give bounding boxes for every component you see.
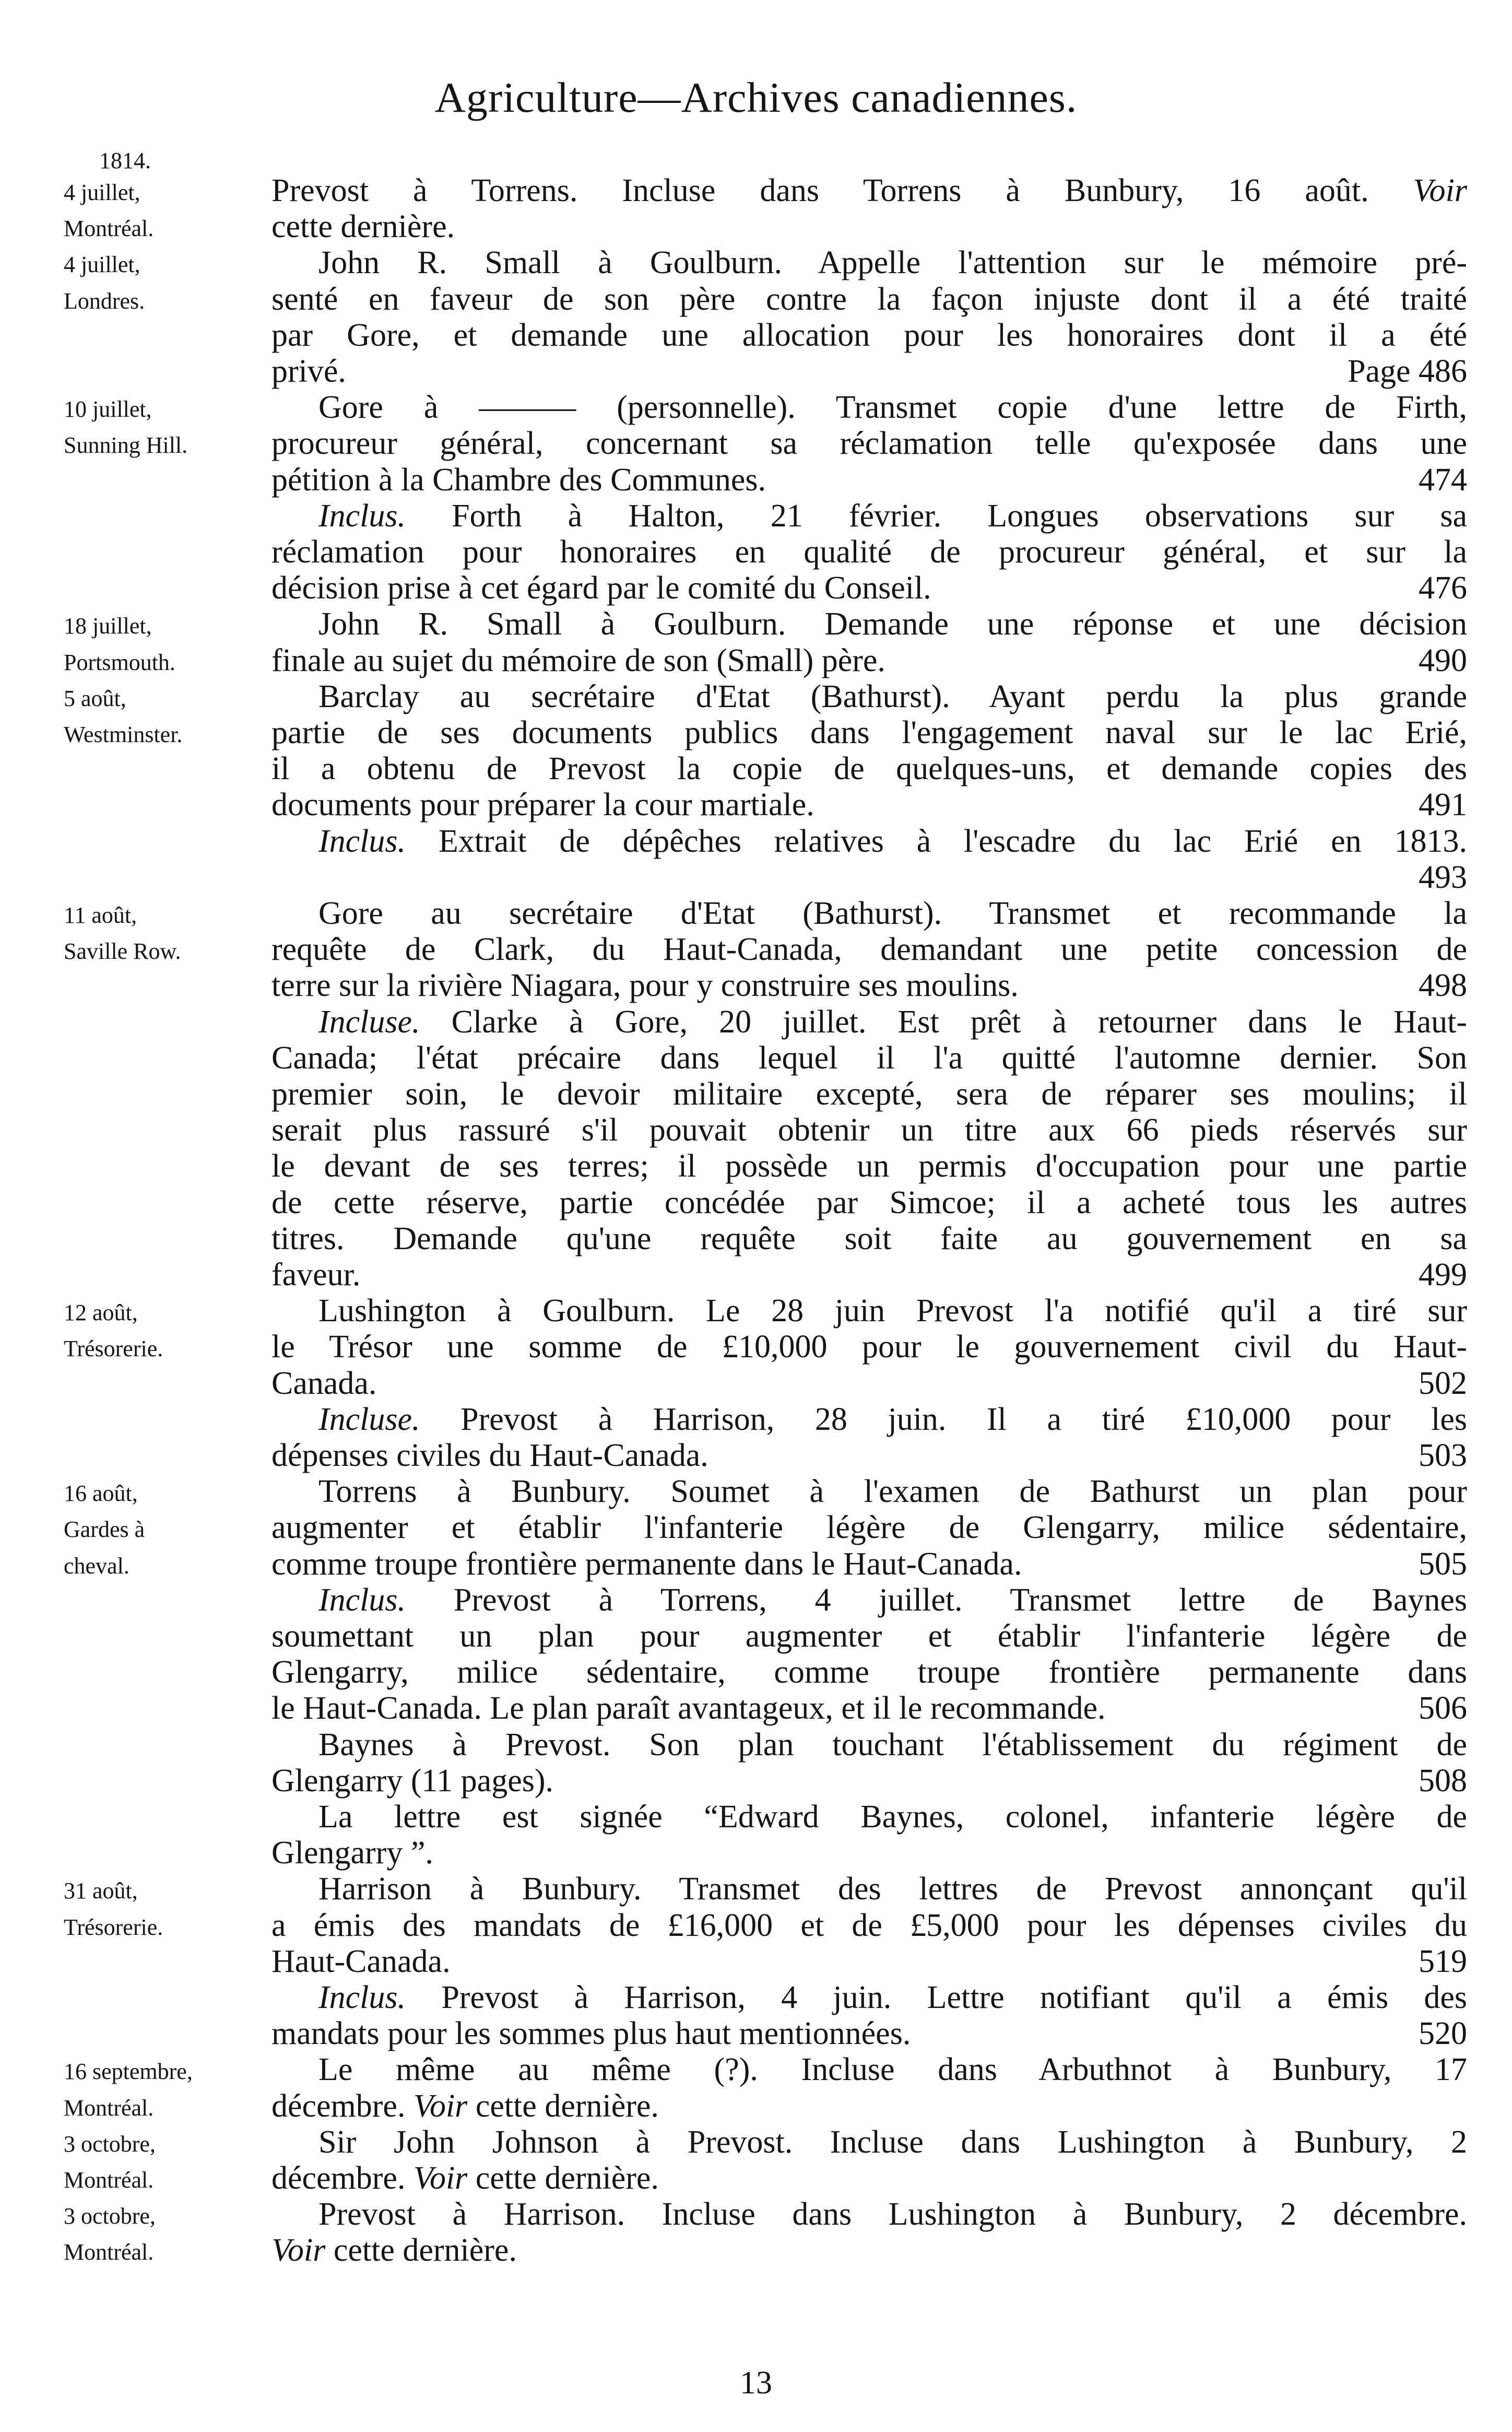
line-text: procureur général, concernant sa réclamation telle qu'exposée dans une xyxy=(271,426,1467,461)
text-line xyxy=(0,1546,1512,1582)
line-text: Glengarry ”. xyxy=(271,1835,433,1871)
line-text: décembre. Voir cette dernière. xyxy=(271,2088,659,2124)
text-line xyxy=(0,244,1512,281)
margin-note: Montréal. xyxy=(64,2239,154,2265)
line-text: Lushington à Goulburn. Le 28 juin Prevost l'a notifié qu'il a tiré sur xyxy=(318,1293,1467,1329)
margin-note: Gardes à xyxy=(64,1517,145,1542)
margin-note: Trésorerie. xyxy=(64,1914,163,1940)
text-line xyxy=(0,1473,1512,1510)
margin-note: 4 juillet, xyxy=(64,252,140,277)
text-line xyxy=(0,1004,1512,1040)
line-text: Glengarry (11 pages). xyxy=(271,1763,553,1799)
margin-note: Sunning Hill. xyxy=(64,432,188,458)
year-label: 1814. xyxy=(99,148,151,173)
text-line xyxy=(0,1184,1512,1221)
text-line xyxy=(0,570,1512,606)
text-line xyxy=(0,1509,1512,1546)
line-text: le devant de ses terres; il possède un permis d'occupation pour une partie xyxy=(271,1148,1467,1184)
text-line xyxy=(0,1907,1512,1944)
line-text: John R. Small à Goulburn. Appelle l'attention sur le mémoire pré- xyxy=(318,245,1467,280)
margin-note: Westminster. xyxy=(64,722,183,747)
text-line xyxy=(0,1220,1512,1257)
text-line xyxy=(0,642,1512,679)
line-text: a émis des mandats de £16,000 et de £5,000 pour les dépenses civiles du xyxy=(271,1908,1467,1943)
line-text: John R. Small à Goulburn. Demande une réponse et une décision xyxy=(318,606,1467,642)
page-number: 13 xyxy=(740,2365,772,2401)
text-line xyxy=(0,425,1512,462)
text-line xyxy=(0,1112,1512,1148)
text-line xyxy=(0,1835,1512,1871)
line-text: documents pour préparer la cour martiale. xyxy=(271,787,814,823)
line-text: par Gore, et demande une allocation pour les honoraires dont il a été xyxy=(271,318,1467,353)
line-text: Canada; l'état précaire dans lequel il l'a quitté l'automne dernier. Son xyxy=(271,1040,1467,1076)
margin-note: 12 août, xyxy=(64,1300,138,1325)
line-text: soumettant un plan pour augmenter et établir l'infanterie légère de xyxy=(271,1618,1467,1654)
page-reference: 505 xyxy=(1419,1546,1467,1582)
margin-note: Portsmouth. xyxy=(64,650,175,675)
line-text: Inclus. Prevost à Harrison, 4 juin. Lettre notifiant qu'il a émis des xyxy=(318,1980,1467,2015)
margin-note: 16 août, xyxy=(64,1481,138,1506)
text-line xyxy=(0,1293,1512,1329)
text-line xyxy=(0,281,1512,318)
margin-note: 10 juillet, xyxy=(64,396,152,422)
line-text: senté en faveur de son père contre la façon injuste dont il a été traité xyxy=(271,281,1467,317)
line-text: Incluse. Clarke à Gore, 20 juillet. Est prêt à retourner dans le Haut- xyxy=(318,1004,1467,1040)
line-text: requête de Clark, du Haut-Canada, demandant une petite concession de xyxy=(271,932,1467,967)
text-line xyxy=(0,1256,1512,1293)
text-line xyxy=(0,750,1512,787)
margin-note: 31 août, xyxy=(64,1878,138,1904)
margin-note: Londres. xyxy=(64,288,145,314)
margin-note: 16 septembre, xyxy=(64,2059,193,2084)
line-text: serait plus rassuré s'il pouvait obtenir un titre aux 66 pieds réservés sur xyxy=(271,1112,1467,1148)
page-reference: 502 xyxy=(1419,1366,1467,1401)
line-text: Baynes à Prevost. Son plan touchant l'établissement du régiment de xyxy=(318,1727,1467,1763)
line-text: Haut-Canada. xyxy=(271,1944,451,1979)
line-text: il a obtenu de Prevost la copie de quelques-uns, et demande copies des xyxy=(271,751,1467,786)
line-text: Incluse. Prevost à Harrison, 28 juin. Il a tiré £10,000 pour les xyxy=(318,1402,1467,1437)
text-line xyxy=(0,1148,1512,1184)
text-line xyxy=(0,1365,1512,1402)
text-line xyxy=(0,2232,1512,2269)
line-text: faveur. xyxy=(271,1257,361,1293)
line-text: cette dernière. xyxy=(271,209,455,244)
text-line xyxy=(0,2015,1512,2052)
text-line xyxy=(0,606,1512,642)
margin-note: 3 octobre, xyxy=(64,2203,156,2229)
line-text: Glengarry, milice sédentaire, comme troupe frontière permanente dans xyxy=(271,1654,1467,1690)
line-text: Prevost à Harrison. Incluse dans Lushington à Bunbury, 2 décembre. xyxy=(318,2196,1467,2232)
margin-note: Saville Row. xyxy=(64,938,181,964)
margin-note: Montréal. xyxy=(64,2095,154,2121)
line-text: Le même au même (?). Incluse dans Arbuthnot à Bunbury, 17 xyxy=(318,2052,1467,2087)
page-reference: 490 xyxy=(1419,643,1467,678)
margin-note: 18 juillet, xyxy=(64,613,152,639)
text-line xyxy=(0,1726,1512,1763)
line-text: réclamation pour honoraires en qualité de procureur général, et sur la xyxy=(271,534,1467,570)
line-text: Barclay au secrétaire d'Etat (Bathurst). Ayant perdu la plus grande xyxy=(318,679,1467,714)
page-reference: 499 xyxy=(1419,1257,1467,1293)
text-line xyxy=(0,498,1512,534)
text-line xyxy=(0,1437,1512,1474)
text-line xyxy=(0,462,1512,498)
line-text: partie de ses documents publics dans l'engagement naval sur le lac Erié, xyxy=(271,715,1467,750)
page-title: Agriculture—Archives canadiennes. xyxy=(434,74,1078,121)
text-line xyxy=(0,208,1512,245)
page-reference: 493 xyxy=(1419,860,1467,895)
text-line xyxy=(0,1040,1512,1076)
line-text: augmenter et établir l'infanterie légère de Glengarry, milice sédentaire, xyxy=(271,1510,1467,1545)
line-text: Inclus. Forth à Halton, 21 février. Longues observations sur sa xyxy=(318,498,1467,534)
margin-note: Trésorerie. xyxy=(64,1336,163,1361)
line-text: terre sur la rivière Niagara, pour y construire ses moulins. xyxy=(271,968,1019,1003)
page-reference: 476 xyxy=(1419,570,1467,606)
text-line xyxy=(0,1763,1512,1799)
text-line xyxy=(0,172,1512,209)
line-text: Canada. xyxy=(271,1366,377,1401)
text-line xyxy=(0,534,1512,570)
margin-note: Montréal. xyxy=(64,216,154,241)
margin-note: 3 octobre, xyxy=(64,2131,156,2157)
margin-note: 5 août, xyxy=(64,686,126,711)
text-line xyxy=(0,2051,1512,2088)
text-line xyxy=(0,2160,1512,2196)
text-line xyxy=(0,1582,1512,1618)
page-reference: 503 xyxy=(1419,1438,1467,1473)
margin-note: 11 août, xyxy=(64,902,137,928)
text-line xyxy=(0,714,1512,751)
text-line xyxy=(0,1799,1512,1835)
text-line xyxy=(0,1329,1512,1365)
line-text: le Haut-Canada. Le plan paraît avantageux, et il le recommande. xyxy=(271,1690,1106,1726)
text-line xyxy=(0,786,1512,823)
line-text: Sir John Johnson à Prevost. Incluse dans Lushington à Bunbury, 2 xyxy=(318,2124,1467,2160)
text-line xyxy=(0,1871,1512,1907)
text-line xyxy=(0,353,1512,390)
line-text: finale au sujet du mémoire de son (Small) père. xyxy=(271,643,885,678)
line-text: décision prise à cet égard par le comité du Conseil. xyxy=(271,570,931,606)
page-reference: 508 xyxy=(1419,1763,1467,1799)
line-text: titres. Demande qu'une requête soit faite au gouvernement en sa xyxy=(271,1221,1467,1256)
text-line xyxy=(0,678,1512,715)
line-text: premier soin, le devoir militaire excepté, sera de réparer ses moulins; il xyxy=(271,1076,1467,1112)
page-reference: 491 xyxy=(1419,787,1467,823)
line-text: comme troupe frontière permanente dans le Haut-Canada. xyxy=(271,1546,1022,1582)
line-text: Inclus. Extrait de dépêches relatives à l'escadre du lac Erié en 1813. xyxy=(318,824,1467,859)
text-line xyxy=(0,1401,1512,1438)
line-text: Prevost à Torrens. Incluse dans Torrens à Bunbury, 16 août. Voir xyxy=(271,173,1467,208)
line-text: pétition à la Chambre des Communes. xyxy=(271,462,766,498)
line-text: le Trésor une somme de £10,000 pour le gouvernement civil du Haut- xyxy=(271,1329,1467,1365)
text-line xyxy=(0,967,1512,1004)
margin-note: Montréal. xyxy=(64,2167,154,2193)
page-reference: 519 xyxy=(1419,1944,1467,1979)
line-text: Gore au secrétaire d'Etat (Bathurst). Transmet et recommande la xyxy=(318,896,1467,931)
text-line xyxy=(0,823,1512,860)
margin-note: 4 juillet, xyxy=(64,180,140,205)
text-line xyxy=(0,2088,1512,2124)
text-line xyxy=(0,1690,1512,1726)
text-line xyxy=(0,389,1512,426)
text-line xyxy=(0,1943,1512,1980)
line-text: de cette réserve, partie concédée par Simcoe; il a acheté tous les autres xyxy=(271,1185,1467,1220)
page-reference: 506 xyxy=(1419,1690,1467,1726)
page-reference: Page 486 xyxy=(1347,354,1467,389)
line-text: décembre. Voir cette dernière. xyxy=(271,2160,659,2196)
text-line xyxy=(0,317,1512,354)
page-reference: 520 xyxy=(1419,2016,1467,2051)
text-line xyxy=(0,931,1512,968)
line-text: dépenses civiles du Haut-Canada. xyxy=(271,1438,708,1473)
line-text: Voir cette dernière. xyxy=(271,2233,517,2268)
text-line xyxy=(0,1979,1512,2016)
line-text: La lettre est signée “Edward Baynes, colonel, infanterie légère de xyxy=(318,1799,1467,1835)
line-text: Torrens à Bunbury. Soumet à l'examen de Bathurst un plan pour xyxy=(318,1474,1467,1509)
line-text: Harrison à Bunbury. Transmet des lettres de Prevost annonçant qu'il xyxy=(318,1871,1467,1907)
text-line xyxy=(0,2124,1512,2160)
line-text: Gore à ——— (personnelle). Transmet copie d'une lettre de Firth, xyxy=(318,390,1467,425)
text-line xyxy=(0,1076,1512,1112)
line-text: privé. xyxy=(271,354,346,389)
page-reference: 474 xyxy=(1419,462,1467,498)
text-line xyxy=(0,895,1512,932)
text-line xyxy=(0,2196,1512,2233)
margin-note: cheval. xyxy=(64,1553,129,1579)
text-line xyxy=(0,1654,1512,1690)
text-line xyxy=(0,859,1512,896)
line-text: Inclus. Prevost à Torrens, 4 juillet. Transmet lettre de Baynes xyxy=(318,1582,1467,1618)
page-reference: 498 xyxy=(1419,968,1467,1003)
text-line xyxy=(0,1618,1512,1654)
line-text: mandats pour les sommes plus haut mentionnées. xyxy=(271,2016,911,2051)
